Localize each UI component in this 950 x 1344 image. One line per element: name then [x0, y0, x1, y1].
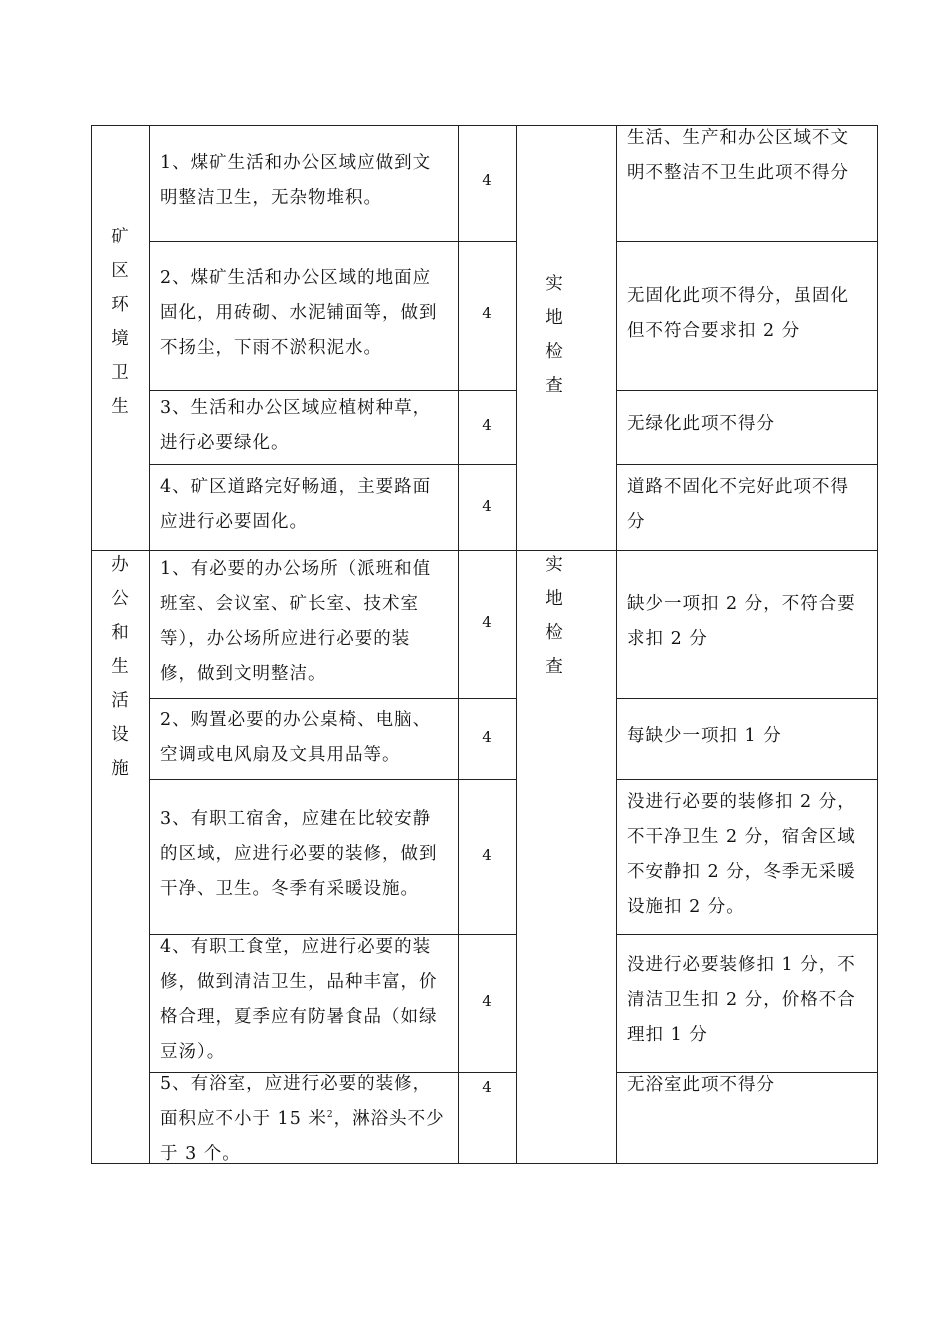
score-value: 4 [482, 992, 492, 1010]
criteria-text: 道路不固化不完好此项不得 分 [627, 477, 849, 532]
table-border-col1 [149, 125, 150, 1164]
category-label: 办 公 和 生 活 设 施 [111, 555, 129, 779]
superscript: 2 [326, 1110, 334, 1121]
row-divider [616, 698, 878, 699]
row-divider [616, 779, 878, 780]
score-value: 4 [482, 171, 492, 189]
row-divider [149, 464, 517, 465]
row-divider [616, 241, 878, 242]
method-label: 实 地 检 查 [545, 274, 563, 396]
category-label: 矿 区 环 境 卫 生 [111, 227, 129, 417]
table-border-col3 [516, 125, 517, 1164]
score-value: 4 [482, 846, 492, 864]
row-divider [149, 779, 517, 780]
score-value: 4 [482, 728, 492, 746]
criteria-text: 缺少一项扣 2 分，不符合要 求扣 2 分 [627, 594, 856, 649]
requirement-text: 1、煤矿生活和办公区域应做到文 明整洁卫生，无杂物堆积。 [160, 153, 432, 208]
requirement-text: 4、有职工食堂，应进行必要的装 修，做到清洁卫生，品种丰富，价 格合理，夏季应有防暑食品（如绿 豆汤）。 [160, 937, 438, 1062]
score-value: 4 [482, 416, 492, 434]
table-border-right [877, 125, 878, 1164]
requirement-text: 3、有职工宿舍，应建在比较安静 的区域，应进行必要的装修，做到 干净、卫生。冬季有采暖设施。 [160, 809, 438, 899]
requirement-text: 4、矿区道路完好畅通，主要路面 应进行必要固化。 [160, 477, 432, 532]
section-divider [91, 550, 878, 551]
row-divider [149, 241, 517, 242]
criteria-text: 没进行必要的装修扣 2 分， 不干净卫生 2 分，宿舍区域 不安静扣 2 分，冬季无采暖 设施扣 2 分。 [627, 792, 856, 917]
criteria-text: 无浴室此项不得分 [627, 1075, 775, 1095]
criteria-text: 生活、生产和办公区域不文 明不整洁不卫生此项不得分 [627, 128, 849, 183]
requirement-text: 3、生活和办公区域应植树种草， 进行必要绿化。 [160, 398, 432, 453]
criteria-text: 无固化此项不得分，虽固化 但不符合要求扣 2 分 [627, 286, 849, 341]
criteria-text: 没进行必要装修扣 1 分，不 清洁卫生扣 2 分，价格不合 理扣 1 分 [627, 955, 856, 1045]
score-value: 4 [482, 497, 492, 515]
row-divider [149, 698, 517, 699]
table-border-col4 [616, 125, 617, 1164]
requirement-text: 1、有必要的办公场所（派班和值 班室、会议室、矿长室、技术室 等），办公场所应进行必要的装 修，做到文明整洁。 [160, 559, 432, 684]
row-divider [616, 390, 878, 391]
criteria-text: 无绿化此项不得分 [627, 414, 775, 434]
requirement-text: 5、有浴室，应进行必要的装修， 面积应不小于 15 米$^2$，淋浴头不少 于 3 个。 [160, 1074, 445, 1164]
row-divider [616, 464, 878, 465]
requirement-text: 2、购置必要的办公桌椅、电脑、 空调或电风扇及文具用品等。 [160, 710, 432, 765]
row-divider [616, 934, 878, 935]
requirement-text: 2、煤矿生活和办公区域的地面应 固化，用砖砌、水泥铺面等，做到 不扬尘，下雨不淤积泥水。 [160, 268, 438, 358]
score-value: 4 [482, 1078, 492, 1096]
score-value: 4 [482, 613, 492, 631]
method-label: 实 地 检 查 [545, 555, 563, 677]
score-value: 4 [482, 304, 492, 322]
criteria-text: 每缺少一项扣 1 分 [627, 726, 782, 746]
